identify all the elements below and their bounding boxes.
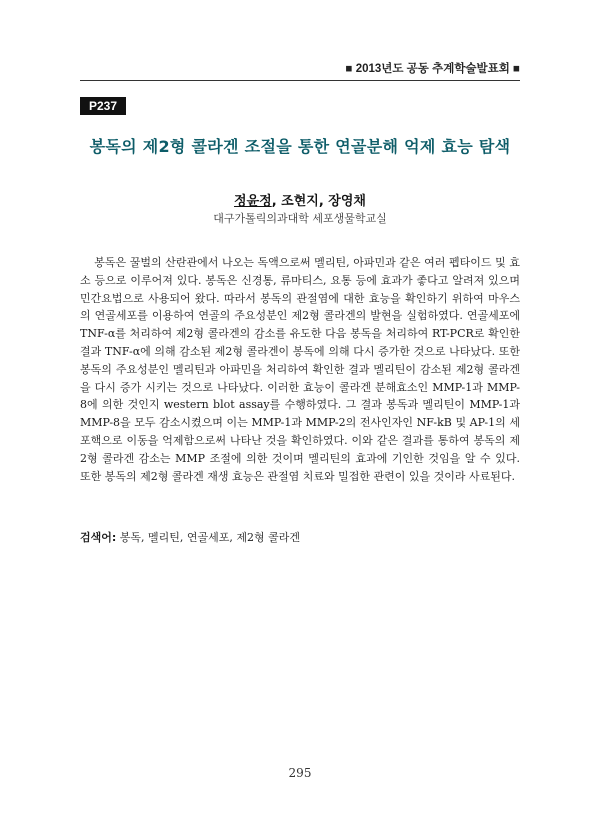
header-divider [80, 80, 520, 81]
paper-title: 봉독의 제2형 콜라겐 조절을 통한 연골분해 억제 효능 탐색 [89, 137, 511, 156]
page-number: 295 [288, 766, 312, 780]
abstract-body: 봉독은 꿀벌의 산란관에서 나오는 독액으로써 멜리틴, 아파민과 같은 여러 펩타이드 및 효소 등으로 이루어져 있다. 봉독은 신경통, 류마티스, 요통 등에 효과가 좋다고 알려져 있으며 민간요법으로 사용되어 왔다. 따라서 봉독의 관절염에 대한 효능을 확인하기 위하여 마우스의 연골세포를 이용하여 연골의 주요성분인 제2형 콜라겐의 발현을 실험하였다. 연골세포에 TNF-α를 처리하여 제2형 콜라겐의 감소를 유도한 다음 봉독을 처리하여 RT-PCR로 확인한 결과 TNF-α에 의해 감소된 제2형 콜라겐이 봉독에 의해 다시 증가한 것으로 나타났다. 또한 봉독의 주요성분인 멜리틴과 아파민을 처리하여 확인한 결과 멜리틴이 감소된 제2형 콜라겐을 다시 증가 시키는 것으로 나타났다. 이러한 효능이 콜라겐 분해효소인 MMP-1과 MMP-8에 의한 것인지 western blot assay를 수행하였다. 그 결과 봉독과 멜리틴이 MMP-1과 MMP-8을 모두 감소시켰으며 이는 MMP-1과 MMP-2의 전사인자인 NF-kB 및 AP-1의 세포핵으로 이동을 억제함으로써 나타난 것을 확인하였다. 이와 같은 결과를 통하여 봉독의 제2형 콜라겐 감소는 MMP 조절에 의한 것이며 멜리틴의 효과에 기인한 것임을 알 수 있다. 또한 봉독의 제2형 콜라겐 재생 효능은 관절염 치료와 밀접한 관련이 있을 것이라 사료된다. [80, 256, 520, 483]
keywords [80, 529, 520, 546]
keywords-terms: 봉독, 멜리틴, 연골세포, 제2형 콜라겐 [116, 531, 301, 544]
co-authors: 조현지, 장영채 [281, 194, 366, 209]
author-list [80, 190, 520, 209]
author-separator: , [271, 194, 282, 209]
keywords-label: 검색어: [80, 531, 117, 544]
presenting-author: 정윤정 [234, 194, 272, 209]
affiliation: 대구가톨릭의과대학 세포생물학교실 [213, 212, 387, 225]
conference-header: ■ 2013년도 공동 추계학술발표회 ■ [345, 63, 520, 75]
poster-code-badge: P237 [80, 97, 126, 115]
